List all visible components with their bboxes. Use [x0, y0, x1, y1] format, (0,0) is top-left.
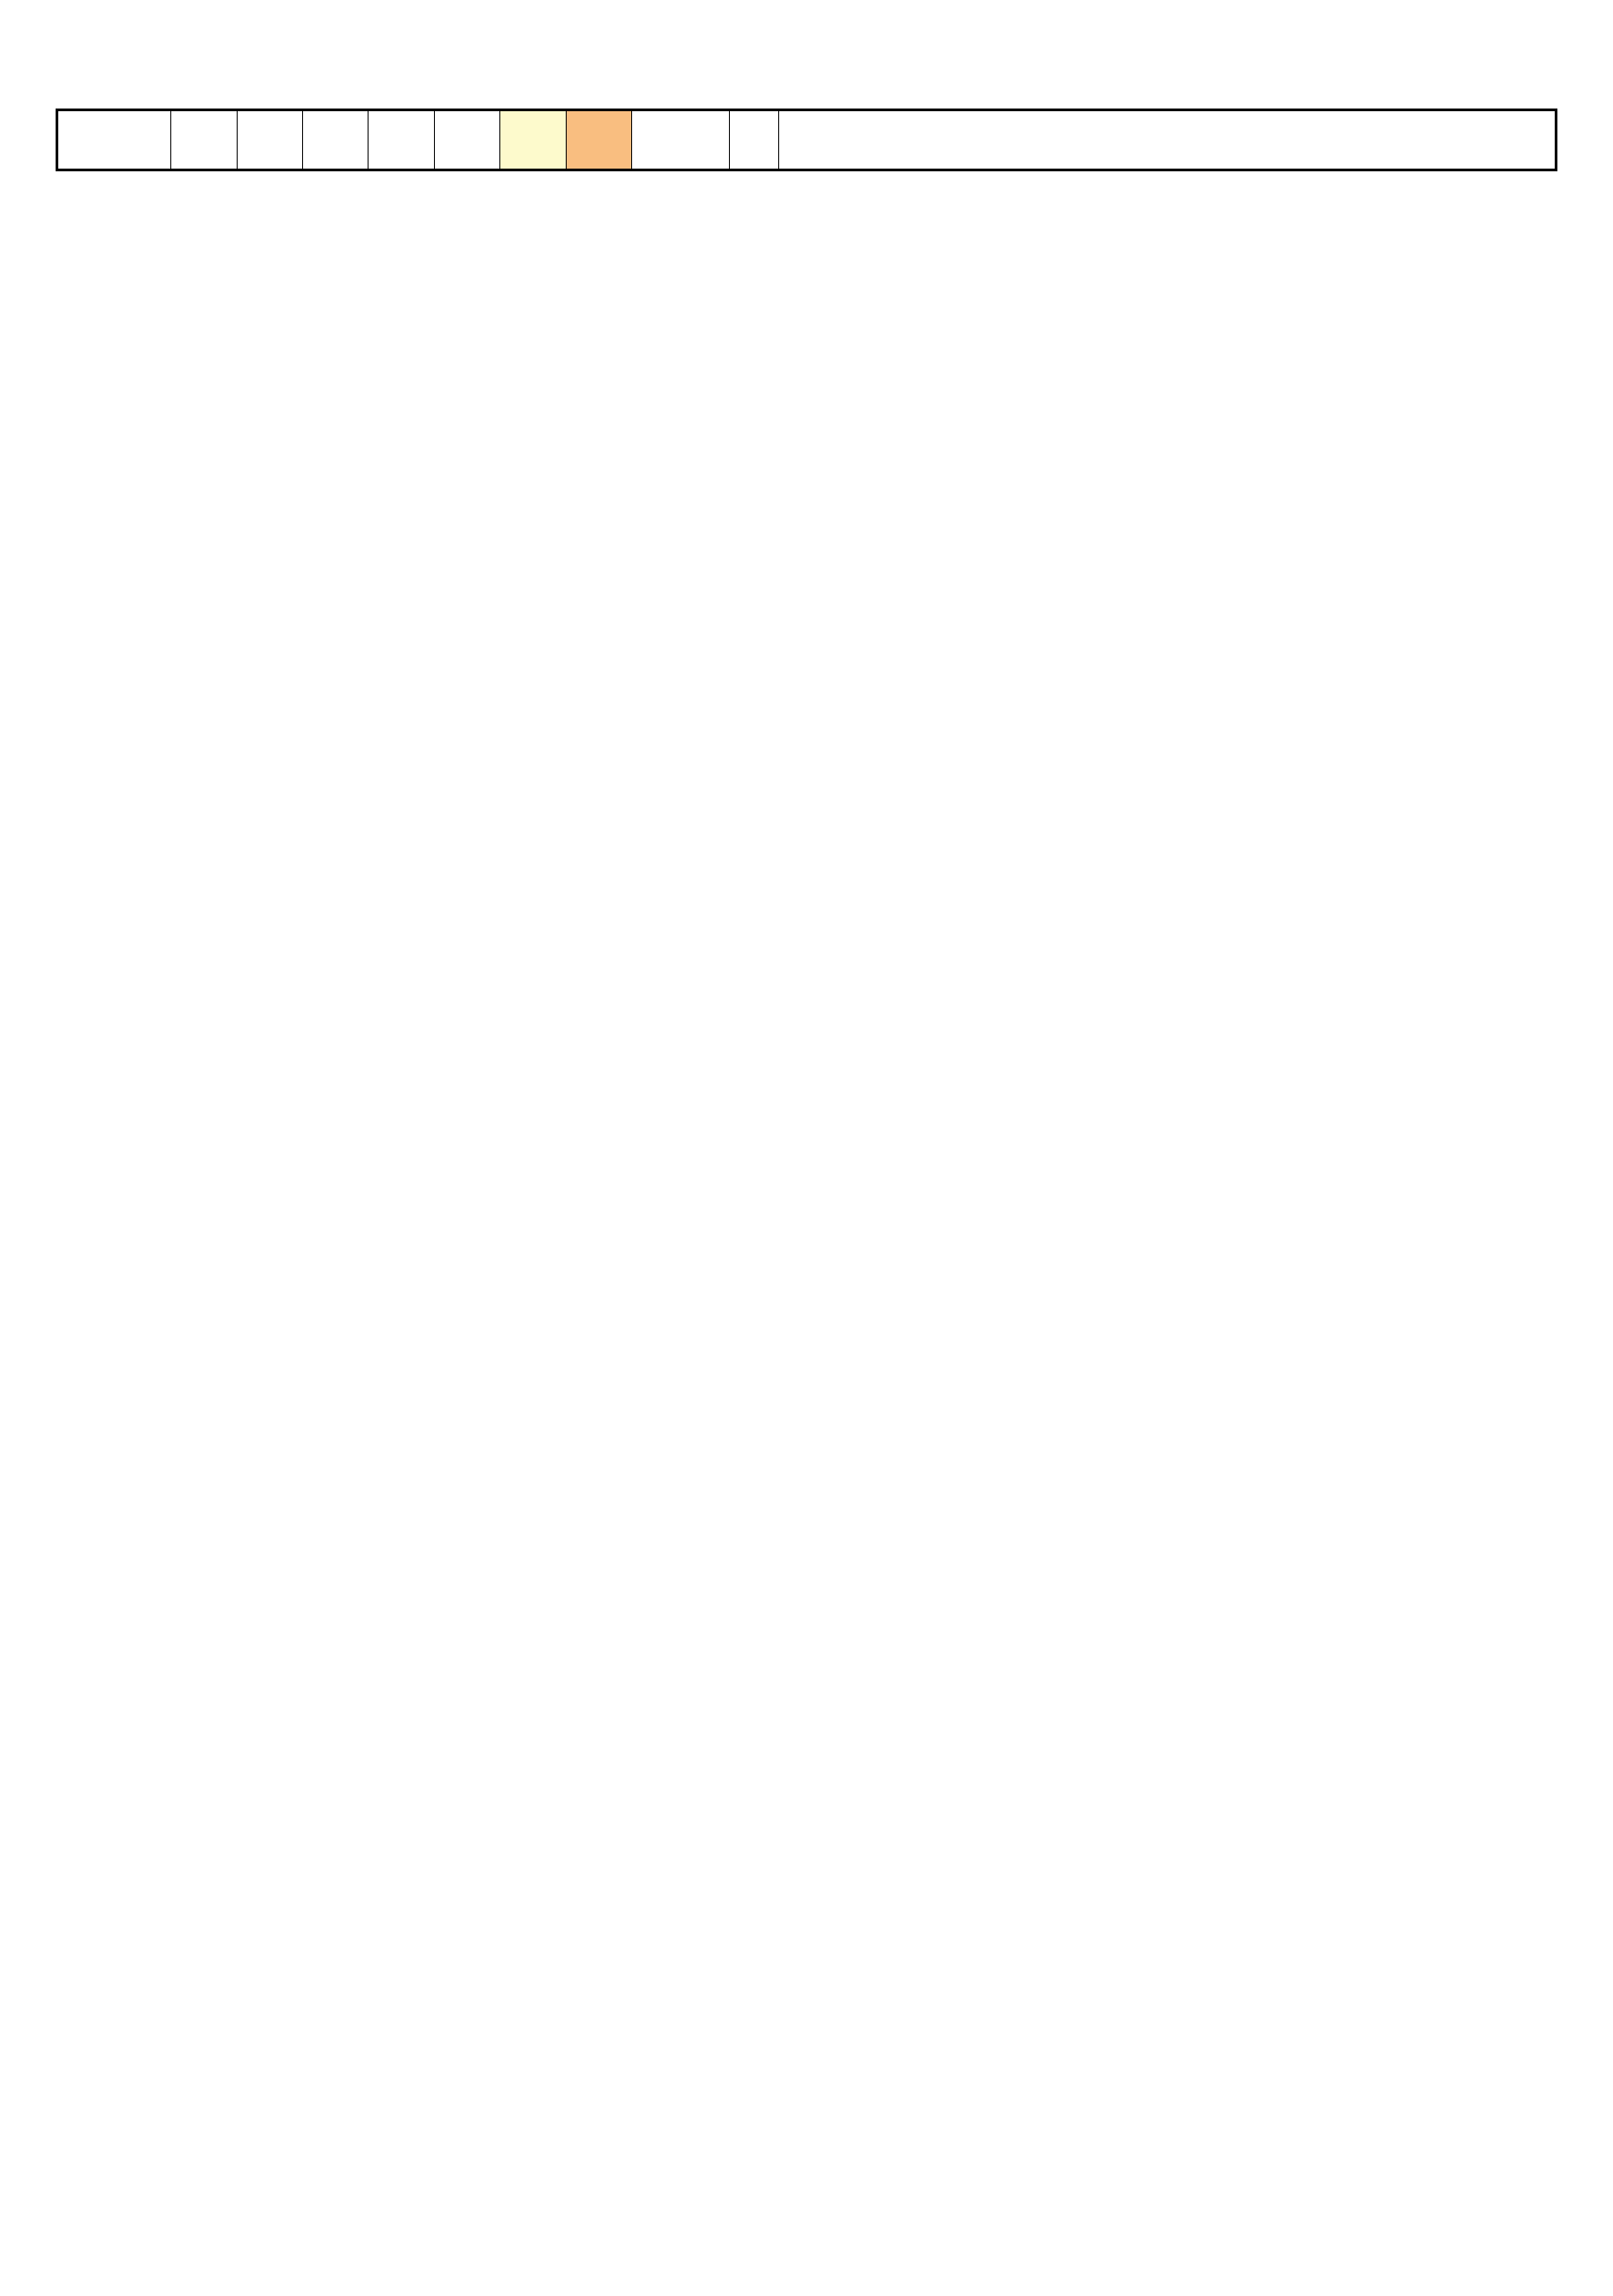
column-header-notes: [779, 110, 1557, 170]
table-header-row: [57, 110, 1557, 170]
column-header-ve: [434, 110, 499, 170]
column-header-sem-de-semestre: [632, 110, 730, 170]
column-header-me: [302, 110, 368, 170]
academic-calendar-table: [56, 109, 1557, 171]
column-header-sem: [729, 110, 779, 170]
page-header: [56, 0, 1557, 106]
column-header-di: [566, 110, 631, 170]
column-header-je: [369, 110, 434, 170]
column-header-mois: [57, 110, 171, 170]
column-header-lu: [171, 110, 237, 170]
footer-copyright-block: [56, 183, 72, 209]
page-footer: [56, 179, 1557, 215]
column-header-sa: [500, 110, 566, 170]
column-header-ma: [237, 110, 302, 170]
